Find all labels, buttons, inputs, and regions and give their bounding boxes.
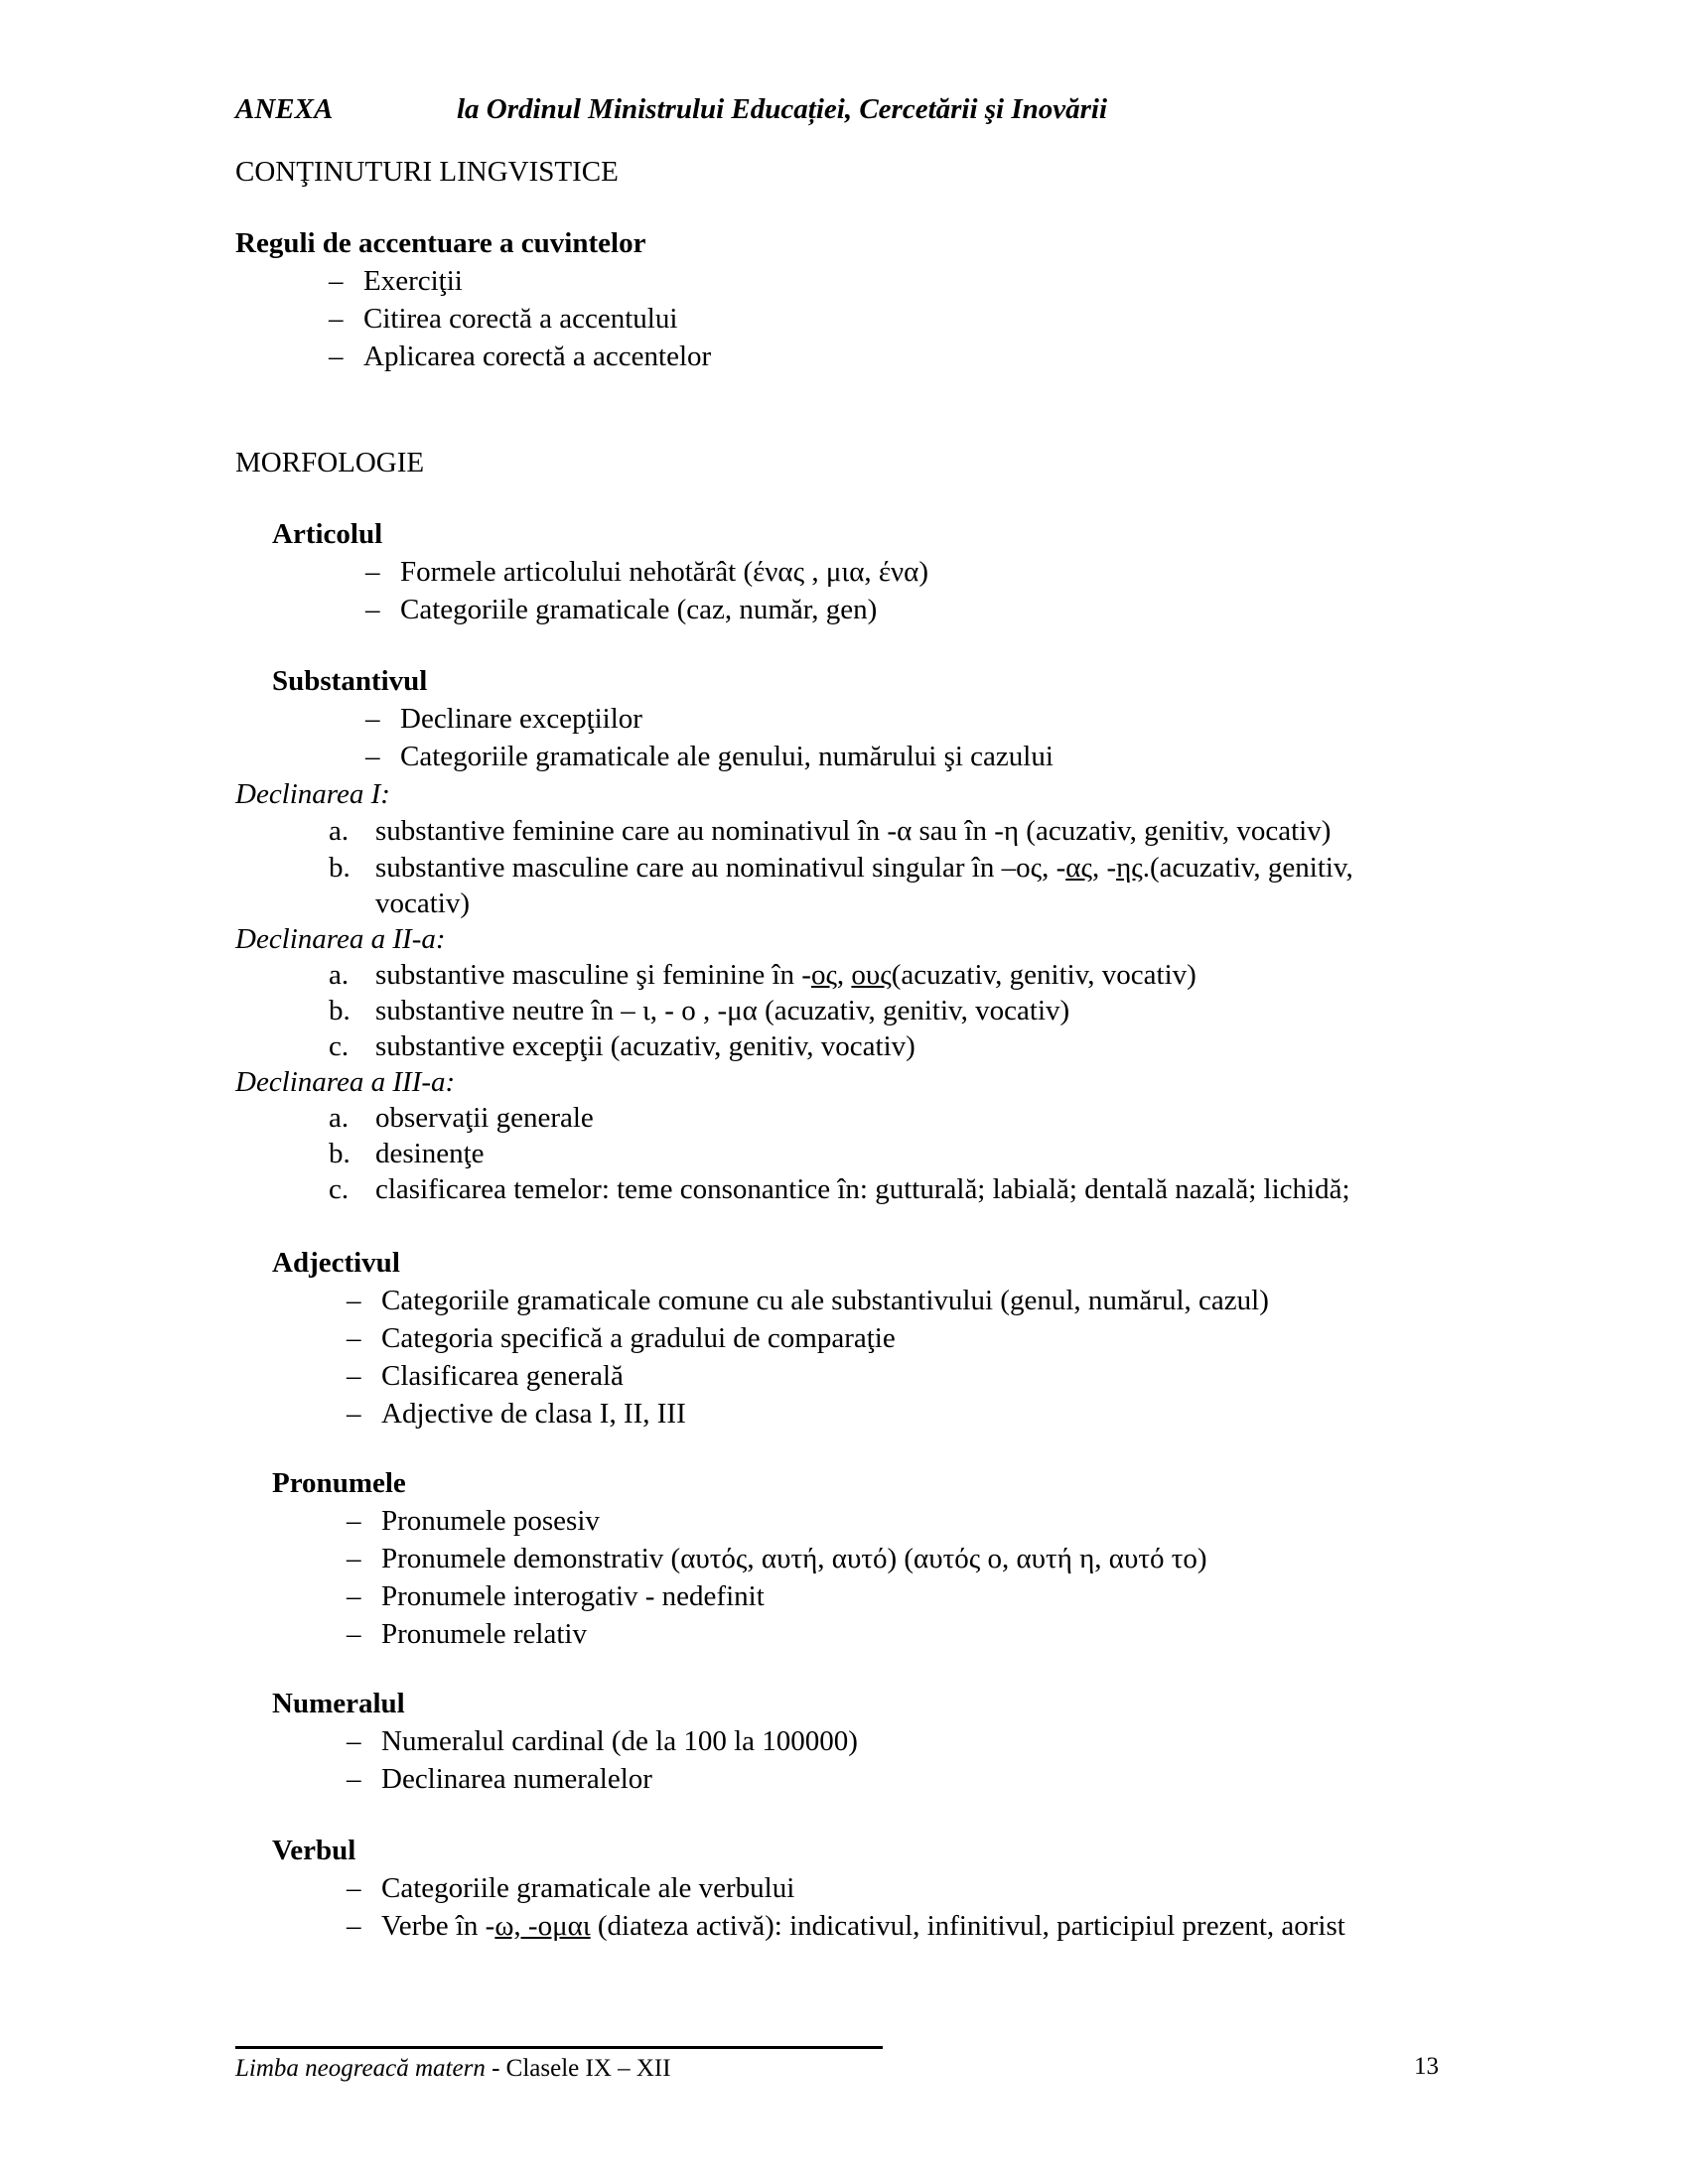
dash-bullet: – [347, 1910, 361, 1942]
dash-bullet: – [347, 1398, 361, 1430]
declension-1-title: Declinarea I: [235, 778, 390, 810]
list-item: Categoriile gramaticale (caz, număr, gen) [400, 594, 878, 625]
dash-bullet: – [365, 594, 380, 625]
list-letter: a. [329, 815, 350, 847]
dash-bullet: – [347, 1763, 361, 1795]
dash-bullet: – [347, 1580, 361, 1612]
list-item: Verbe în -ω, -ομαι (diateza activă): indicativul, infinitivul, participiul prezent, aorist [381, 1910, 1345, 1942]
list-item: Categoriile gramaticale ale verbului [381, 1872, 795, 1904]
dash-bullet: – [347, 1505, 361, 1537]
heading-pronoun: Pronumele [272, 1467, 406, 1499]
list-item: substantive excepţii (acuzativ, genitiv, vocativ) [375, 1030, 915, 1062]
dash-bullet: – [347, 1285, 361, 1316]
dash-bullet: – [347, 1725, 361, 1757]
dash-bullet: – [329, 265, 344, 297]
list-item: Adjective de clasa I, II, III [381, 1398, 686, 1430]
list-item: Categoriile gramaticale ale genului, numărului şi cazului [400, 741, 1054, 772]
list-item: Clasificarea generală [381, 1360, 624, 1392]
dash-bullet: – [347, 1360, 361, 1392]
dash-bullet: – [347, 1543, 361, 1574]
list-item: Categoria specifică a gradului de comparaţie [381, 1322, 896, 1354]
list-item: Declinare excepţiilor [400, 703, 642, 735]
list-item: substantive neutre în – ι, - ο , -μα (acuzativ, genitiv, vocativ) [375, 995, 1070, 1026]
list-item: Numeralul cardinal (de la 100 la 100000) [381, 1725, 858, 1757]
dash-bullet: – [347, 1618, 361, 1650]
list-item: Declinarea numeralelor [381, 1763, 652, 1795]
list-letter: c. [329, 1173, 350, 1205]
dash-bullet: – [365, 741, 380, 772]
heading-noun: Substantivul [272, 665, 428, 697]
list-item: Aplicarea corectă a accentelor [363, 341, 712, 372]
list-item: substantive masculine care au nominativul singular în –ος, -ας, -ης.(acuzativ, genitiv, [375, 852, 1353, 884]
dash-bullet: – [365, 556, 380, 588]
list-item: Citirea corectă a accentului [363, 303, 678, 335]
header-annex: ANEXA [235, 93, 334, 125]
list-item: substantive masculine şi feminine în -ος, ους(acuzativ, genitiv, vocativ) [375, 959, 1196, 991]
heading-accent-rules: Reguli de accentuare a cuvintelor [235, 227, 646, 259]
section-title-morphology: MORFOLOGIE [235, 447, 425, 478]
list-item: desinenţe [375, 1138, 485, 1169]
header-order: la Ordinul Ministrului Educației, Cercetării şi Inovării [457, 93, 1108, 125]
section-title-lingv: CONŢINUTURI LINGVISTICE [235, 156, 619, 188]
list-item: Exerciţii [363, 265, 463, 297]
heading-article: Articolul [272, 518, 383, 550]
dash-bullet: – [329, 303, 344, 335]
dash-bullet: – [347, 1872, 361, 1904]
page-number: 13 [1414, 2053, 1439, 2080]
list-item: clasificarea temelor: teme consonantice în: gutturală; labială; dentală nazală; lichidă; [375, 1173, 1350, 1205]
declension-2-title: Declinarea a II-a: [235, 923, 446, 955]
footer-title: Limba neogreacă matern - Clasele IX – XII [235, 2055, 671, 2082]
list-item: Pronumele relativ [381, 1618, 587, 1650]
list-letter: a. [329, 1102, 350, 1134]
declension-3-title: Declinarea a III-a: [235, 1066, 456, 1098]
list-letter: b. [329, 1138, 351, 1169]
dash-bullet: – [347, 1322, 361, 1354]
list-item: Pronumele demonstrativ (αυτός, αυτή, αυτό) (αυτός ο, αυτή η, αυτό το) [381, 1543, 1207, 1574]
list-letter: b. [329, 852, 351, 884]
list-item: observaţii generale [375, 1102, 594, 1134]
list-letter: b. [329, 995, 351, 1026]
list-item: Pronumele posesiv [381, 1505, 600, 1537]
list-item: Categoriile gramaticale comune cu ale substantivului (genul, numărul, cazul) [381, 1285, 1269, 1316]
heading-numeral: Numeralul [272, 1688, 405, 1719]
heading-adjective: Adjectivul [272, 1247, 400, 1279]
list-item: Pronumele interogativ - nedefinit [381, 1580, 765, 1612]
dash-bullet: – [365, 703, 380, 735]
footer-rule [235, 2046, 883, 2049]
dash-bullet: – [329, 341, 344, 372]
list-item: substantive feminine care au nominativul în -α sau în -η (acuzativ, genitiv, vocativ) [375, 815, 1332, 847]
list-letter: a. [329, 959, 350, 991]
list-letter: c. [329, 1030, 350, 1062]
list-item-continuation: vocativ) [375, 887, 471, 919]
heading-verb: Verbul [272, 1835, 356, 1866]
list-item: Formele articolului nehotărât (ένας , μια, ένα) [400, 556, 929, 588]
